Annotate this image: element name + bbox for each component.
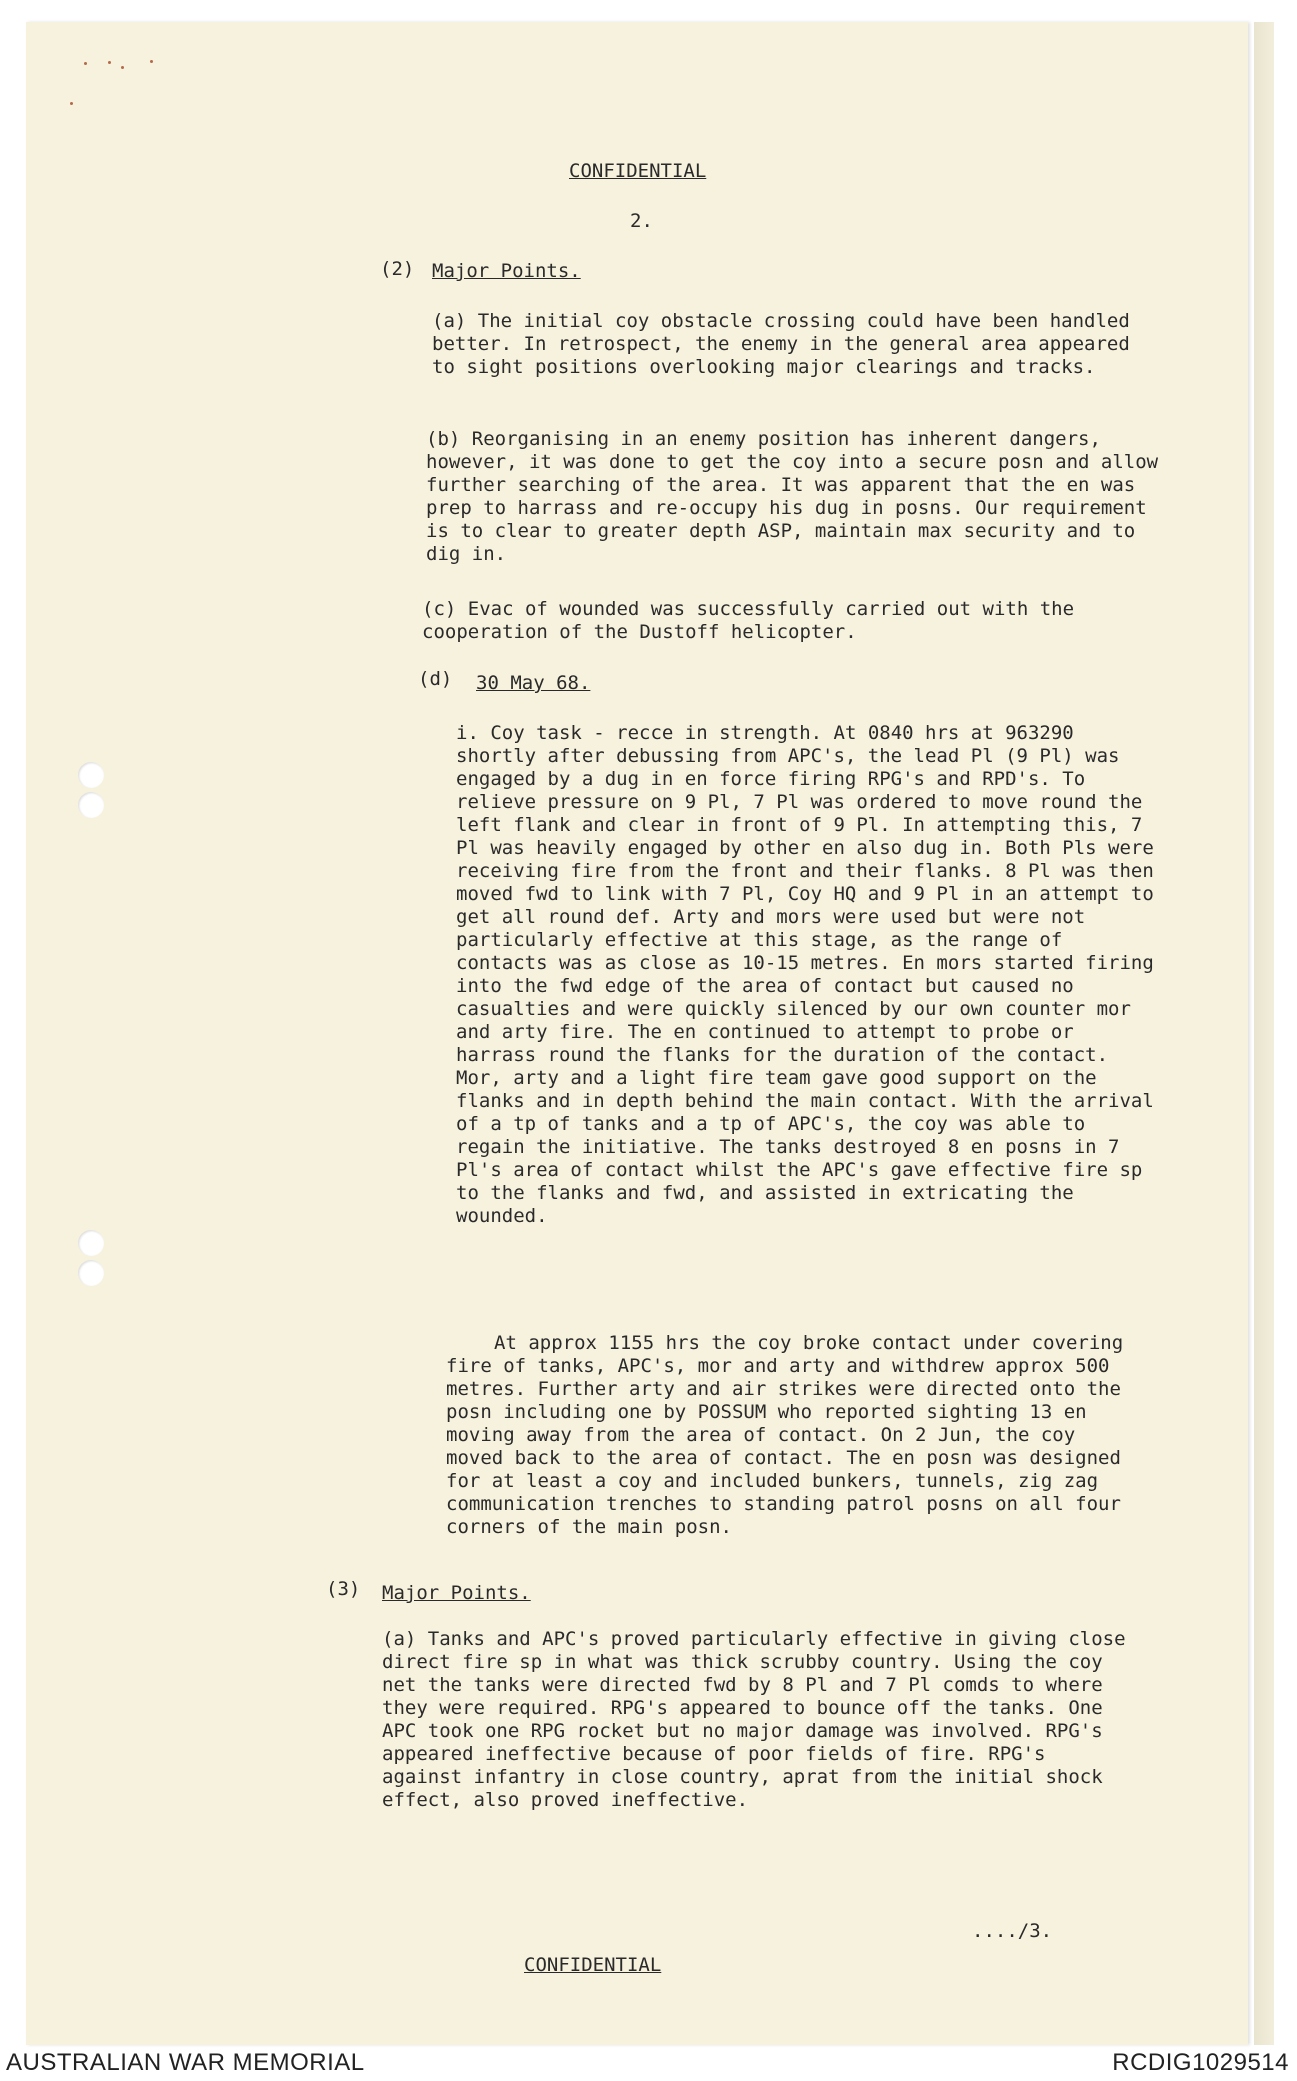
archive-reference: RCDIG1029514 — [1112, 2049, 1289, 2076]
binder-hole — [78, 1260, 104, 1286]
section-2-item-b — [426, 428, 1166, 566]
binder-hole — [78, 762, 104, 788]
section-3-item-a — [382, 1628, 1128, 1812]
section-2-title: Major Points. — [432, 260, 581, 282]
page-fold-shadow — [1254, 22, 1274, 2045]
footer-classification: CONFIDENTIAL — [524, 1954, 662, 1976]
binder-hole — [78, 792, 104, 818]
item-text: Evac of wounded was successfully carried out with the cooperation of the Dustoff helicopter. — [422, 598, 1075, 643]
archive-institution: AUSTRALIAN WAR MEMORIAL — [6, 2049, 365, 2076]
continuation-marker: ..../3. — [972, 1920, 1053, 1942]
section-2-item-a — [432, 310, 1138, 379]
paper-speck — [84, 62, 87, 65]
paper-speck — [150, 60, 153, 63]
section-2-number: (2) — [380, 258, 415, 280]
header-classification: CONFIDENTIAL — [569, 160, 707, 182]
section-2-item-c — [422, 598, 1146, 644]
page-number: 2. — [630, 210, 653, 232]
paper-speck — [70, 102, 73, 105]
section-3-number: (3) — [326, 1578, 361, 1600]
item-text: Reorganising in an enemy position has inherent dangers, however, it was done to get the coy into a secure posn and allow further searching of the area. It was apparent that the en was prep to harrass and re-occupy his dug in posns. Our requirement is to clear to greater depth ASP, maintain max security and to dig in. — [426, 428, 1159, 565]
section-3-title: Major Points. — [382, 1582, 531, 1604]
item-text: The initial coy obstacle crossing could have been handled better. In retrospect, the enemy in the general area appeared to sight positions overlooking major clearings and tracks. — [432, 310, 1130, 378]
item-text: Coy task - recce in strength. At 0840 hrs at 963290 shortly after debussing from APC's, the lead Pl (9 Pl) was engaged by a dug in en force firing RPG's and RPD's. To relieve pressure on 9 Pl, 7 Pl was ordered to move round the left flank and clear in front of 9 Pl. In attempting this, 7 Pl was heavily engaged by other en also dug in. Both Pls were receiving fire from the front and their flanks. 8 Pl was then moved fwd to link with 7 Pl, Coy HQ and 9 Pl in an attempt to get all round def. Arty and mors were used but were not particularly effective at this stage, as the range of contacts was as close as 10-15 metres. En mors started firing into the fwd edge of the area of contact but caused no casualties and were quickly silenced by our own counter mor and arty fire. The en continued to attempt to probe or harrass round the flanks for the duration of the contact. Mor, arty and a light fire team gave good support on the flanks and in depth behind the main contact. With the arrival of a tp of tanks and a tp of APC's, the coy was able to regain the initiative. The tanks destroyed 8 en posns in 7 Pl's area of contact whilst the APC's gave effective fire sp to the flanks and fwd, and assisted in extricating the wounded. — [456, 722, 1154, 1227]
item-label: (c) — [422, 598, 457, 620]
item-label: (a) — [382, 1628, 417, 1650]
document-sheet — [26, 22, 1248, 2045]
item-sublabel: i. — [456, 722, 479, 744]
section-2-item-d-paragraph-2: At approx 1155 hrs the coy broke contact under covering fire of tanks, APC's, mor and arty and withdrew approx 500 metres. Further arty and air strikes were directed onto the posn including one by POSSUM who reported sighting 13 en moving away from the area of contact. On 2 Jun, the coy moved back to the area of contact. The en posn was designed for at least a coy and included bunkers, tunnels, zig zag communication trenches to standing patrol posns on all four corners of the main posn. — [446, 1332, 1124, 1538]
paper-speck — [108, 61, 111, 64]
item-label: (b) — [426, 428, 461, 450]
item-label: (a) — [432, 310, 467, 332]
item-text: Tanks and APC's proved particularly effective in giving close direct fire sp in what was thick scrubby country. Using the coy net the tanks were directed fwd by 8 Pl and 7 Pl comds to where they were required. RPG's appeared to bounce off the tanks. One APC took one RPG rocket but no major damage was involved. RPG's appeared ineffective because of poor fields of fire. RPG's against infantry in close country, aprat from the initial shock effect, also proved ineffective. — [382, 1628, 1126, 1811]
section-2-item-d-label: (d) — [418, 668, 453, 690]
section-2-item-d-date: 30 May 68. — [476, 672, 591, 694]
binder-hole — [78, 1230, 104, 1256]
section-2-item-d-paragraph-1 — [456, 722, 1160, 1228]
paper-speck — [121, 66, 124, 69]
